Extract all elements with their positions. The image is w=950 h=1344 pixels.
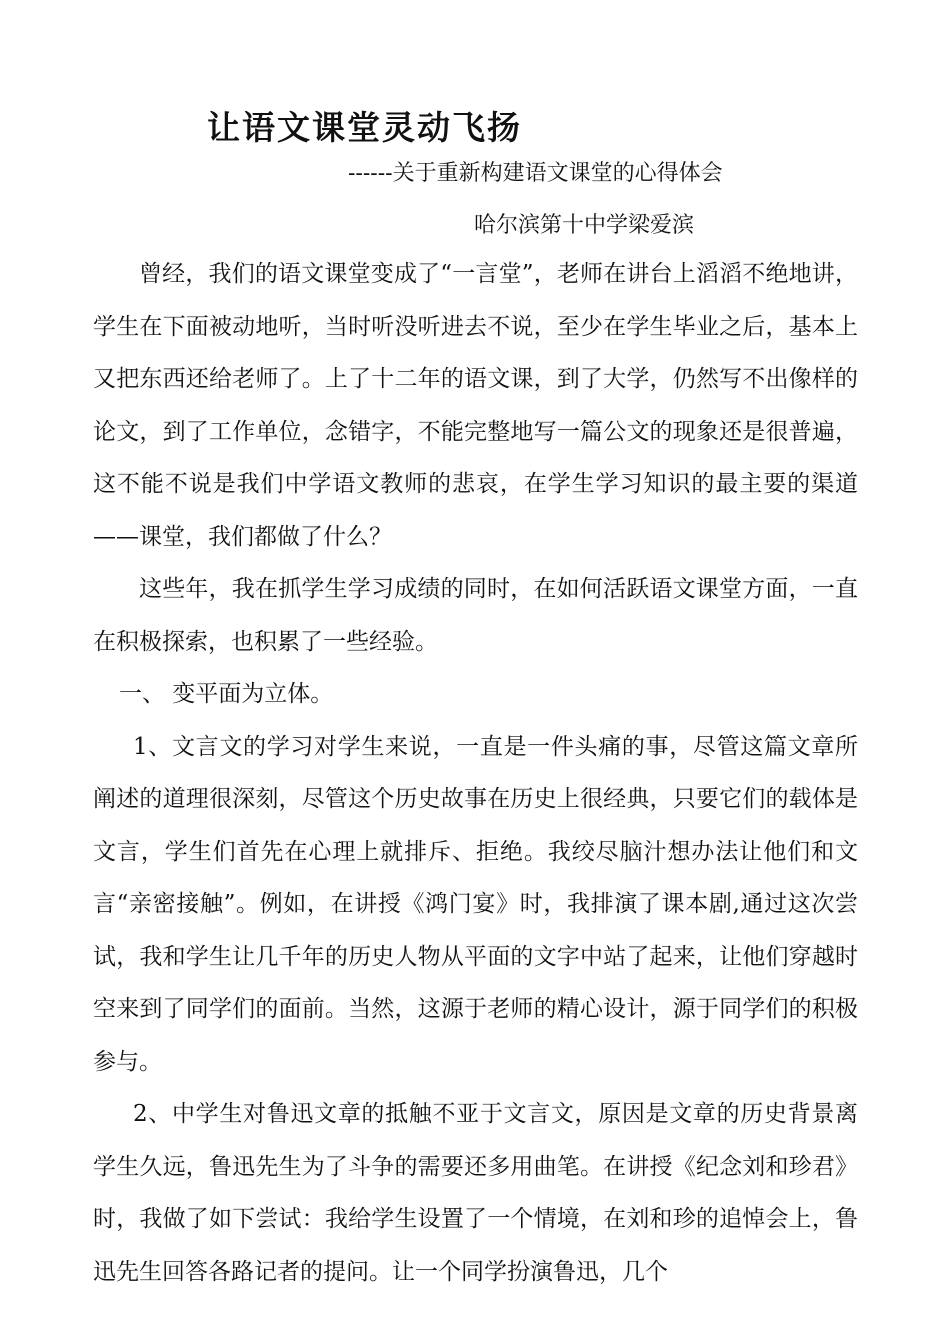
- document-body: [93, 248, 858, 1298]
- section-heading-1: 一、 变平面为立体。: [119, 681, 334, 707]
- document-subtitle: ------关于重新构建语文课堂的心得体会: [348, 161, 723, 186]
- paragraph-summary: 这些年，我在抓学生学习成绩的同时，在如何活跃语文课堂方面，一直在积极探索，也积累了一些经验。: [93, 576, 858, 655]
- paragraph-intro: 曾经，我们的语文课堂变成了“一言堂”，老师在讲台上滔滔不绝地讲，学生在下面被动地听，当时听没听进去不说，至少在学生毕业之后，基本上又把东西还给老师了。上了十二年的语文课，到了大学，仍然写不出像样的论文，到了工作单位，念错字，不能完整地写一篇公文的现象还是很普遍，这不能不说是我们中学语文教师的悲哀，在学生学习知识的最主要的渠道——课堂，我们都做了什么？: [93, 261, 858, 550]
- paragraph-point-2: 2、中学生对鲁迅文章的抵触不亚于文言文，原因是文章的历史背景离学生久远，鲁迅先生为了斗争的需要还多用曲笔。在讲授《纪念刘和珍君》时，我做了如下尝试：我给学生设置了一个情境，在刘和珍的追悼会上，鲁迅先生回答各路记者的提问。让一个同学扮演鲁迅，几个: [93, 1101, 858, 1285]
- paragraph-point-1: 1、文言文的学习对学生来说，一直是一件头痛的事，尽管这篇文章所阐述的道理很深刻，尽管这个历史故事在历史上很经典，只要它们的载体是文言，学生们首先在心理上就排斥、拒绝。我绞尽脑汁想办法让他们和文言“亲密接触”。例如，在讲授《鸿门宴》时，我排演了课本剧,通过这次尝试，我和学生让几千年的历史人物从平面的文字中站了起来，让他们穿越时空来到了同学们的面前。当然，这源于老师的精心设计，源于同学们的积极参与。: [93, 733, 858, 1075]
- document-title: 让语文课堂灵动飞扬: [207, 108, 522, 147]
- document-author: 哈尔滨第十中学梁爱滨: [474, 213, 695, 238]
